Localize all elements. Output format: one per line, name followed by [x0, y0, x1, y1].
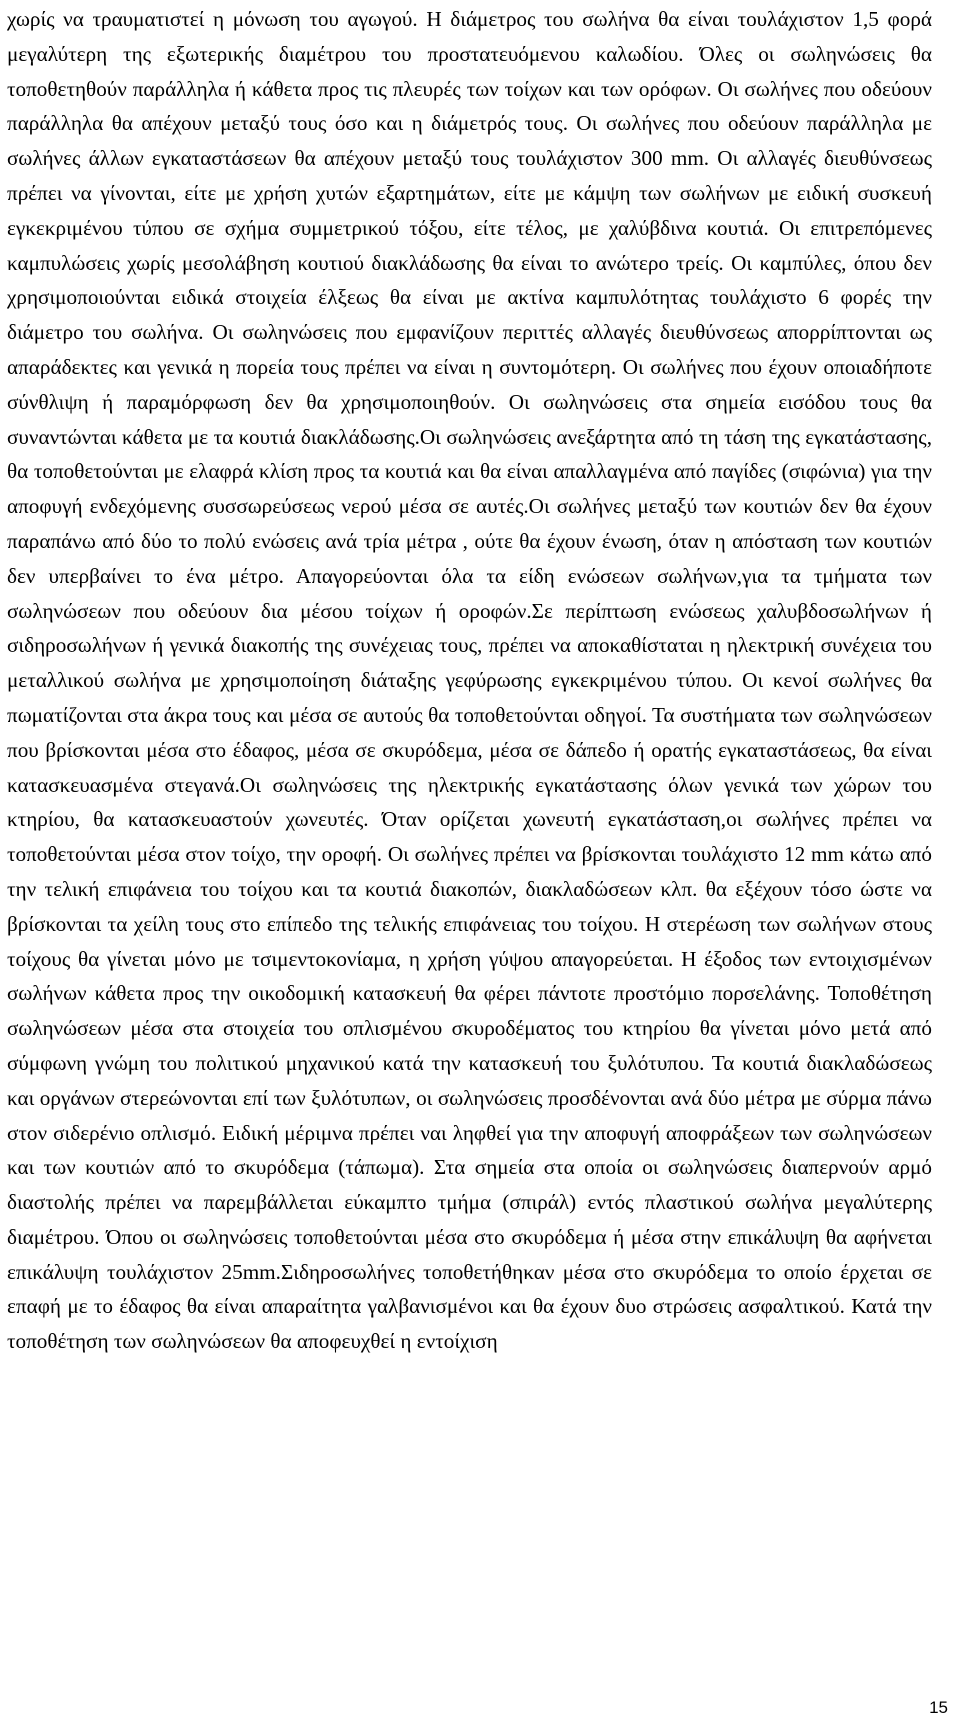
body-paragraph: χωρίς να τραυματιστεί η μόνωση του αγωγού. Η διάμετρος του σωλήνα θα είναι τουλάχιστον 1,5 φορά μεγαλύτερη της εξωτερικής διαμέτρου του προστατευόμενου καλωδίου. Όλες οι σωληνώσεις θα τοποθετηθούν παράλληλα ή κάθετα προς τις πλευρές των τοίχων και των ορόφων. Οι σωλήνες που οδεύουν παράλληλα θα απέχουν μεταξύ τους όσο και η διάμετρός τους. Οι σωλήνες που οδεύουν παράλληλα με σωλήνες άλλων εγκαταστάσεων θα απέχουν μεταξύ τους τουλάχιστον 300 mm. Οι αλλαγές διευθύνσεως πρέπει να γίνονται, είτε με χρήση χυτών εξαρτημάτων, είτε με κάμψη των σωλήνων με ειδική συσκευή εγκεκριμένου τύπου σε σχήμα συμμετρικού τόξου, είτε τέλος, με χαλύβδινα κουτιά. Οι επιτρεπόμενες καμπυλώσεις χωρίς μεσολάβηση κουτιού διακλάδωσης θα είναι το ανώτερο τρείς. Οι καμπύλες, όπου δεν χρησιμοποιούνται ειδικά στοιχεία έλξεως θα είναι με ακτίνα καμπυλότητας τουλάχιστο 6 φορές την διάμετρο του σωλήνα. Οι σωληνώσεις που εμφανίζουν περιττές αλλαγές διευθύνσεως απορρίπτονται ως απαράδεκτες και γενικά η πορεία τους πρέπει να είναι η συντομότερη. Οι σωλήνες που έχουν οποιαδήποτε σύνθλιψη ή παραμόρφωση δεν θα χρησιμοποιηθούν. Οι σωληνώσεις στα σημεία εισόδου τους θα συναντώνται κάθετα με τα κουτιά διακλάδωσης.Οι σωληνώσεις ανεξάρτητα από τη τάση της εγκατάστασης, θα τοποθετούνται με ελαφρά κλίση προς τα κουτιά και θα είναι απαλλαγμένα από παγίδες (σιφώνια) για την αποφυγή ενδεχόμενης συσσωρεύσεως νερού μέσα σε αυτές.Οι σωλήνες μεταξύ των κουτιών δεν θα έχουν παραπάνω από δύο το πολύ ενώσεις ανά τρία μέτρα , ούτε θα έχουν ένωση, όταν η απόσταση των κουτιών δεν υπερβαίνει το ένα μέτρο. Απαγορεύονται όλα τα είδη ενώσεων σωλήνων,για τα τμήματα των σωληνώσεων που οδεύουν δια μέσου τοίχων ή οροφών.Σε περίπτωση ενώσεως χαλυβδοσωλήνων ή σιδηροσωλήνων ή γενικά διακοπής της συνέχειας τους, πρέπει να αποκαθίσταται η ηλεκτρική συνέχεια του μεταλλικού σωλήνα με χρησιμοποίηση διάταξης γεφύρωσης εγκεκριμένου τύπου. Οι κενοί σωλήνες θα πωματίζονται στα άκρα τους και μέσα σε αυτούς θα τοποθετούνται οδηγοί. Τα συστήματα των σωληνώσεων που βρίσκονται μέσα στο έδαφος, μέσα σε σκυρόδεμα, μέσα σε δάπεδο ή ορατής εγκαταστάσεως, θα είναι κατασκευασμένα στεγανά.Οι σωληνώσεις της ηλεκτρικής εγκατάστασης όλων γενικά των χώρων του κτηρίου, θα κατασκευαστούν χωνευτές. Όταν ορίζεται χωνευτή εγκατάσταση,οι σωλήνες πρέπει να τοποθετούνται μέσα στον τοίχο, την οροφή. Οι σωλήνες πρέπει να βρίσκονται τουλάχιστο 12 mm κάτω από την τελική επιφάνεια του τοίχου και τα κουτιά διακοπών, διακλαδώσεων κλπ. θα εξέχουν τόσο ώστε να βρίσκονται τα χείλη τους στο επίπεδο της τελικής επιφάνειας του τοίχου. Η στερέωση των σωλήνων στους τοίχους θα γίνεται μόνο με τσιμεντοκονίαμα, η χρήση γύψου απαγορεύεται. Η έξοδος των εντοιχισμένων σωλήνων κάθετα προς την οικοδομική κατασκευή θα φέρει πάντοτε προστόμιο πορσελάνης. Τοποθέτηση σωληνώσεων μέσα στα στοιχεία του οπλισμένου σκυροδέματος του κτηρίου θα γίνεται μόνο μετά από σύμφωνη γνώμη του πολιτικού μηχανικού κατά την κατασκευή του ξυλότυπου. Τα κουτιά διακλαδώσεως και οργάνων στερεώνονται επί των ξυλότυπων, οι σωληνώσεις προσδένονται ανά δύο μέτρα με σύρμα πάνω στον σιδερένιο οπλισμό. Ειδική μέριμνα πρέπει ναι ληφθεί για την αποφυγή αποφράξεων των σωληνώσεων και των κουτιών από το σκυρόδεμα (τάπωμα). Στα σημεία στα οποία οι σωληνώσεις διαπερνούν αρμό διαστολής πρέπει να παρεμβάλλεται εύκαμπτο τμήμα (σπιράλ) εντός πλαστικού σωλήνα μεγαλύτερης διαμέτρου. Όπου οι σωληνώσεις τοποθετούνται μέσα στο σκυρόδεμα ή μέσα στην επικάλυψη θα αφήνεται επικάλυψη τουλάχιστον 25mm.Σιδηροσωλήνες τοποθετήθηκαν μέσα στο σκυρόδεμα το οποίο έρχεται σε επαφή με το έδαφος θα είναι απαραίτητα γαλβανισμένοι και θα έχουν δυο στρώσεις ασφαλτικού. Κατά την τοποθέτηση των σωληνώσεων θα αποφευχθεί η εντοίχιση: [7, 7, 932, 1354]
page-number: 15: [929, 1698, 948, 1717]
document-page: [7, 2, 932, 1359]
